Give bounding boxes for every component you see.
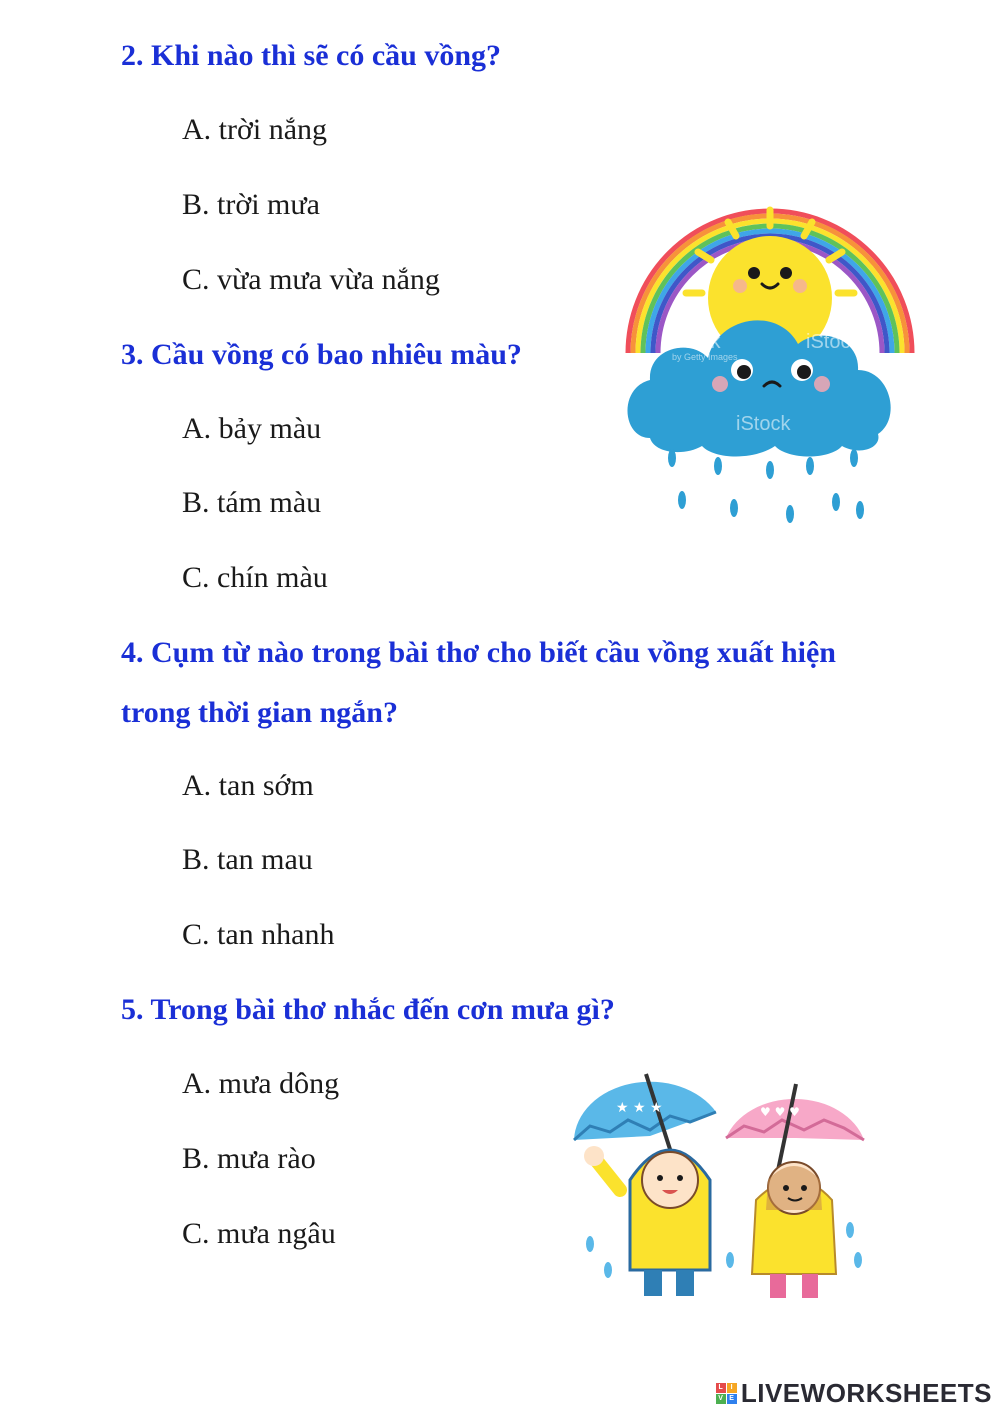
watermark-sub-1: by Getty Images <box>672 352 738 362</box>
boy-in-yellow-raincoat <box>584 1146 710 1296</box>
q5-option-b[interactable]: B. mưa rào <box>182 1142 316 1175</box>
kids-umbrellas-illustration <box>560 1060 880 1310</box>
question-4-text-line2: trong thời gian ngắn? <box>121 696 398 729</box>
watermark-1: iStock <box>666 331 721 353</box>
q2-option-b[interactable]: B. trời mưa <box>182 188 320 221</box>
q4-option-c[interactable]: C. tan nhanh <box>182 918 335 951</box>
svg-text:♥ ♥ ♥: ♥ ♥ ♥ <box>760 1105 800 1119</box>
question-3-text: 3. Cầu vồng có bao nhiêu màu? <box>121 338 522 371</box>
q4-option-b[interactable]: B. tan mau <box>182 843 313 876</box>
question-5-text: 5. Trong bài thơ nhắc đến cơn mưa gì? <box>121 993 615 1026</box>
girl-in-yellow-raincoat <box>752 1162 836 1298</box>
q4-option-a[interactable]: A. tan sớm <box>182 769 314 802</box>
raindrops <box>668 449 864 523</box>
liveworksheets-logo <box>716 1378 992 1409</box>
q3-option-c[interactable]: C. chín màu <box>182 561 328 594</box>
q3-option-a[interactable]: A. bảy màu <box>182 412 322 445</box>
watermark-3: iStock <box>736 413 791 435</box>
q3-option-b[interactable]: B. tám màu <box>182 486 322 519</box>
q2-option-c[interactable]: C. vừa mưa vừa nắng <box>182 263 440 296</box>
liveworksheets-logo-mark: L I V E <box>716 1383 737 1404</box>
watermark-2: iStock <box>806 331 861 353</box>
svg-text:★ ★ ★: ★ ★ ★ <box>616 1100 663 1116</box>
question-4-text-line1: 4. Cụm từ nào trong bài thơ cho biết cầu vồng xuất hiện <box>121 636 836 669</box>
q5-option-a[interactable]: A. mưa dông <box>182 1067 340 1100</box>
q5-option-c[interactable]: C. mưa ngâu <box>182 1217 336 1250</box>
q2-option-a[interactable]: A. trời nắng <box>182 113 328 146</box>
question-2-text: 2. Khi nào thì sẽ có cầu vồng? <box>121 39 502 72</box>
rainbow-sun-cloud-illustration <box>610 148 930 533</box>
liveworksheets-brand-text: LIVEWORKSHEETS <box>740 1378 992 1408</box>
